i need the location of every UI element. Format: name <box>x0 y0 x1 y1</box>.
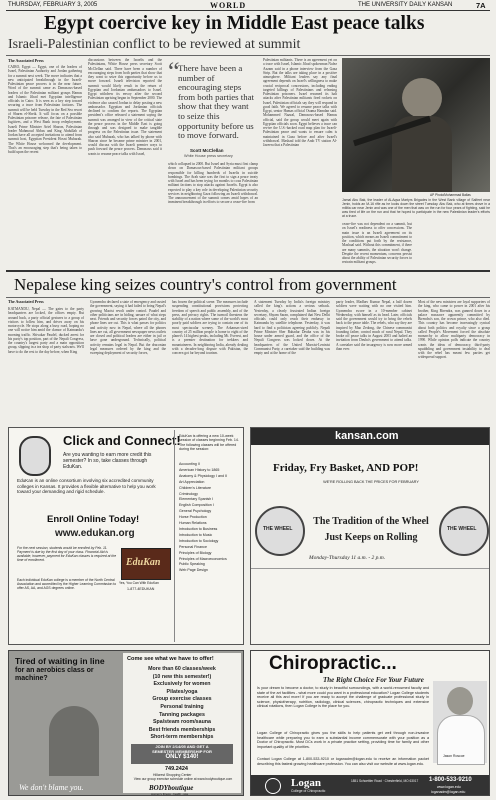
edukan-fine-print: For the next session, students would be enrolled by Feb. 11. Payment is due by the first day of your class. Financial Aid is available, however, payment for EduKan classes is required at the time of enrollment. <box>17 546 117 563</box>
masthead-section: WORLD <box>210 1 247 10</box>
story1-col5: cease-fire was not dependent on a summit, but on Israel's readiness to offer concessions. The main issue is an Israeli agreement on its position, which means an Israeli commitment to the conditions put forth by the resistance, Mashaal said. Without this commitment, if there are many summits, the situation won't change. Despite the recent momentum, concerns persist about the ability of Palestinian security forces to restrain militant groups. <box>342 222 412 265</box>
bodyboutique-price-box <box>131 744 233 764</box>
edukan-course-item: Web Page Design <box>179 568 208 573</box>
bodyboutique-heading1: Tired of waiting in line <box>15 656 105 666</box>
edukan-course-item: Criminology <box>179 491 198 496</box>
chiro-heading: Chiropractic... <box>269 653 397 674</box>
story1-col5b <box>418 222 490 267</box>
chiro-address: 1851 Schoettler Road · Chesterfield, MO 63017 <box>351 779 419 783</box>
bodyboutique-offer-title: Come see what we have to offer! <box>127 656 214 662</box>
edukan-course-item: Accounting II <box>179 462 200 466</box>
bodyboutique-phone: 749.2424 <box>165 766 188 772</box>
story1-subhead: Israeli-Palestinian conflict to be reviewed at summit <box>8 37 301 52</box>
section-rule <box>6 270 490 272</box>
edukan-course-item: Principles of Biology <box>179 550 212 555</box>
wheel-bottom-rule <box>251 568 489 569</box>
story2-col6: Most of the new ministers are loyal supporters of the king, who came to power in 2001 after his brother, King Birendra, was gunned down in a palace massacre apparently committed by Birendra's son, the crown prince, who also died. This country has become increasingly cynical about both politics and royalty since a group called People's Movement forced the absolute monarchy to allow multiparty democracy in 1990. While opinion polls indicate the country wants the ideas of democracy, third-party squabbling and government instability to deal with the rebel has meant few parties get widespread support. <box>418 300 490 360</box>
masthead-date: THURSDAY, FEBRUARY 3, 2005 <box>8 2 98 8</box>
wheel-logo-right-label: THE WHEEL <box>447 526 477 532</box>
bodyboutique-item: Tanning packages <box>159 711 205 718</box>
edukan-course-item: Art Appreciation <box>179 479 205 484</box>
story2-col3: has frozen the political scene. The measures include suspending constitutional provisions protecting freedom of speech and public assembly, and of the press, and privacy rights. The turmoil threatens the stability of a nation where some of the world's most poorly paid soldiers are trying to contain one of its most spectacular scenery. The Arkansas-sized country of 25 million people is home to eight of the planet's 14 highest peaks, including Mt. Everest, and is a premier destination for trekkers and mountaineers. In neighboring India, already dealing with a decades-long dispute with Pakistan, the concern got far beyond tourism. <box>172 300 248 355</box>
edukan-course-item: Principles of Macroeconomics <box>179 556 227 561</box>
edukan-copy2: EduKan is an online consortium involving six accredited community colleges in Kansas. It provides a flexible alternative to help you work toward your demanding and rigid schedule. <box>17 478 156 495</box>
chiro-logo-icon <box>265 778 281 794</box>
masthead-rule <box>6 10 490 11</box>
edukan-phone: 1-877-4EDUKAN <box>127 587 155 591</box>
bodyboutique-item: Group exercise classes <box>152 696 212 703</box>
chiro-photo-label: Jason Roscoe <box>443 754 465 758</box>
mouse-icon <box>19 436 51 476</box>
edukan-logo: EduKan <box>126 557 161 568</box>
masthead-page: 7A <box>476 1 486 10</box>
edukan-course-item: Elementary Spanish I <box>179 497 214 502</box>
edukan-heading: Click and Connect! <box>63 433 181 448</box>
bodyboutique-address: Hillcrest Shopping Center <box>153 773 192 777</box>
edukan-course-item: American History to 1865 <box>179 467 220 472</box>
bodyboutique-item: More than 60 classes/week <box>148 666 216 672</box>
story1-col3: which collapsed in 2000. But Israel and Syria must first clamp down on Damascus-based Palestinian militant groups responsible for killing hundreds of Israelis in suicide bombings. The Arab state was the first to sign a peace treaty with Israel and has been trying for months to coax Palestinian militant factions to stop attacks against Israelis. Egypt is also expected to play a key role in developing Palestinian security services in neighboring Gaza following an Israeli withdrawal. The announcement of the summit comes amid hopes of an imminent breakthrough in efforts to secure a cease-fire from <box>168 162 258 205</box>
story1-headline: Egypt coercive key in Middle East peace talks <box>44 13 425 34</box>
edukan-course-item: Children's Literature <box>179 485 212 490</box>
bodyboutique-items <box>125 666 239 742</box>
bodyboutique-web-note: View our group exercise schedule online at www.bodyboutique.com <box>133 777 233 781</box>
chiro-body3: Contact Logan College at 1-800-533-9210 or loganadm@logan.edu to receive an information packet describing this fastest growing healthcare profession. You can also visit our website at www.logan.edu. <box>257 757 429 766</box>
bodyboutique-item: Short-term memberships <box>150 734 214 741</box>
story2-headline: Nepalese king seizes country's control from government <box>14 275 397 294</box>
bodyboutique-item: Personal training <box>160 703 204 710</box>
edukan-course-panel <box>174 430 243 642</box>
edukan-course-intro: EduKan is offering a new 10-week session of classes beginning Feb. 14. The following classes will be offered during the session: <box>179 434 239 452</box>
chiro-web[interactable]: www.logan.edu <box>437 785 461 789</box>
wheel-hours: Monday-Thursday 11 a.m. - 2 p.m. <box>309 555 386 561</box>
pull-quote-open-mark: “ <box>168 57 180 86</box>
story2-col1: KATMANDU, Nepal — The gates to the party headquarters are locked, the offices empty. But around back, a party official gestures to a group of visitors to follow him, and drives away on his motorcycle. He stops along a busy road, hoping no one will notice him amid the clamor of Katmandu's morning traffic. Shivakar Paudel, ducked arrest for his party's top position, part of the Nepali Congress, the country's largest party and a main opposition group, slipping in a tea shop of party stalwarts. We'll have to do the rest to the day before, when King <box>8 307 84 354</box>
bodyboutique-silhouette <box>49 706 99 776</box>
edukan-enroll: Enroll Online Today! <box>47 514 140 525</box>
bodyboutique-item: Spa/steam room/sauna <box>153 719 211 726</box>
chiropractic-ad <box>250 650 490 796</box>
bodyboutique-heading2: for an aerobics class or machine? <box>15 667 94 682</box>
edukan-ad <box>8 427 244 645</box>
wheel-title1: The Tradition of the Wheel <box>313 516 429 527</box>
wheel-title2: Just Keeps on Rolling <box>324 532 418 543</box>
bodyboutique-ad <box>8 650 244 796</box>
chiro-email[interactable]: loganadm@logan.edu <box>431 790 466 794</box>
wheel-promo-note: WE'RE ROLLING BACK THE PRICES FOR FEBRUARY <box>323 480 419 484</box>
photo-caption: Jamal Abu Bak, the leader of Al-Aqsa Martyrs Brigades in the West Bank village of Salfeet near Jenin, holds an M-16 rifle as he looks down the street Tuesday. Abu Bak, who at times drove in a militia car near Jenin and was one of the men that was on the run for four years of fighting, said he was tired of life on the run and that he hoped to participate in the new Palestinian leader's efforts at a truce. <box>342 198 490 218</box>
bodyboutique-logo-sub: women's fitness · health · spa <box>151 792 188 796</box>
story1-col2: discussions between the Israelis and the Palestinians, White House press secretary Scott McClellan said. There have been a number of encouraging steps from both parties that show that they want to seize this opportunity before us to move forward. Israeli television reported the summit would likely result in the return of Egyptian and Jordanian ambassadors to Israel. Egypt withdrew its envoy after the second Palestinian uprising began in September 2000. The violence also caused Jordan to delay posting a new ambassador. Egyptian and Jordanian officials declined to confirm the reports. The Egyptian president's office released a statement saying the summit was arranged in view of the critical state the peace process in the Middle East is going through and was designed to make tangible progress on the Palestinian issue. The statement also said Mubarak, who has talked by phone with Sharon since he became prime minister in 2001, would discuss with the Israeli premier ways to push forward the peace process. Damascus said it wants to resume peace talks with Israel, <box>88 58 162 156</box>
kansan-header-bar <box>251 428 489 445</box>
wheel-ad <box>250 427 490 645</box>
edukan-course-list <box>179 462 241 574</box>
wheel-promo: Friday, Fry Basket, AND POP! <box>273 462 419 474</box>
photo-credit: AP Photo/Mohammad Ballas <box>430 193 471 197</box>
pull-quote: There have been a number of encouraging steps from both parties that show that they want to seize this opportunity before us to move forward. <box>178 63 254 141</box>
pull-quote-name: Scott McClellan <box>190 148 224 153</box>
bodyboutique-item: (10 new this semester!) <box>152 673 212 680</box>
edukan-course-item: Introduction to Business <box>179 526 218 531</box>
edukan-copy1: Are you wanting to earn more credit this semester? In so, take classes through EduKan. <box>63 452 152 470</box>
bodyboutique-tagline: We don't blame you. <box>19 783 84 792</box>
edukan-course-item: General Psychology <box>179 509 212 514</box>
wheel-logo-right <box>439 506 489 556</box>
bodyboutique-item: Best friends memberships <box>148 726 216 733</box>
edukan-course-item: Introduction to Sociology <box>179 538 219 543</box>
chiro-phone: 1-800-533-9210 <box>429 777 472 783</box>
bodyboutique-price-line1: JOIN BY 2/14/05 AND GET A <box>155 744 209 749</box>
wheel-logo-left <box>255 506 305 556</box>
story2-col5: party leader, Madhav Kumar Nepal, a half dozen soldiers were waiting with no one visited him. Gyanendra swore in a 10-member cabinet Wednesday, with himself as its head. Later, officials said the government would try to bring the rebels back to the peace table. The rebels, who say they are inspired by Mao Zedong, the Chinese communist founding father, control much of rural Nepal. They broke off peace talks in August 2003 and halted an invitation from Deuba's government to attend talks. A caretaker said the insurgency is now more armed than ever. <box>336 300 412 351</box>
story1-rule <box>6 55 490 56</box>
chiro-logo: Logan <box>291 777 321 789</box>
story1-col4: Palestinian militants. There is an agreement yet on a truce with Israel, Islamic Jihad spokesman Nafez Azzam said in a phone interview from the Gaza Strip. But the talks are taking place in a positive atmosphere. Militant leaders say any final agreement depends on Israel's willingness to make crucial reciprocal concessions, including ending targeted killings of Palestinians and releasing Palestinian prisoners. Israel resumed its halt attacks after Palestinian militants fired rockets on Israel, Palestinian officials say they will respond in good faith. We agreed to resume peace talks with Egypt, senior Hamas official Osama Hamdan said. Mohammed Nazzal, Damascus-based Hamas official, said the group would meet again with Egyptian officials soon. Egypt believes a truce can revive the U.S.-backed road map plan for Israeli-Palestinian peace and wants to ensure calm is maintained in Gaza before and after Israel's withdrawal. Mashaal told the Arab TV station Al-Jazeera that a Palestinian <box>263 58 337 147</box>
bodyboutique-item: Pilates/yoga <box>166 688 198 695</box>
edukan-url[interactable]: www.edukan.org <box>55 528 135 539</box>
kansan-header: kansan.com <box>335 430 399 442</box>
chiro-photo <box>433 681 487 763</box>
story2-byline: The Associated Press <box>8 299 44 304</box>
story2-col4: A statement Tuesday by India's foreign ministry called the king's actions a serious setback. Yesterday, a clearly frustrated Indian foreign secretary, Shyam Saran, complained that New Delhi officials could only reach their embassy in Katmandu by satellite telephone. Yesterday, it was hard to find a politician agreeing publicly. Nepali Prime Minister Sher Bahadur Deuba was in his house under armed guard, and the office of the Nepali Congress was locked down. At the headquarters of the United Marxist-Leninist Communist Party, a caretaker said the building was empty and at the home of the <box>254 300 330 355</box>
chiro-logo-sub: College of Chiropractic <box>291 789 326 793</box>
edukan-course-item: Anatomy & Physiology I and II <box>179 473 227 478</box>
chiro-body2: Logan College of Chiropractic gives you the skills to help patients get well through non-invasive healthcare while preparing you to earn a substantial income commensurate with your position as a Doctor of Chiropractic. Most DCs work in a private practice setting, providing time for family and other important quality of life priorities. <box>257 731 429 749</box>
story1-col1: CAIRO, Egypt — Egypt, one of the leaders of Israel, Palestinian Authority and Jordan gathering for a summit next week. The move indicates that a new anticipated breakthrough in the Israeli-Palestinian peace process is in the near future. Word of the summit came as Damascus-based leaders of the Palestinian militant groups Hamas and Islamic Jihad met Egyptian intelligence officials in Cairo. It is seen as a key step toward securing a truce from Palestinian factions. The summit will be held Tuesday in the Red Sea resort of Sharm el-Sheik. It will focus on a possible Palestinian prisoner release, the fate of Palestinian fugitives, and a West Bank troop redeployment. Israeli Prime Minister Ariel Sharon, Palestinian leader Mahmoud Abbas and King Abdullah of Jordan have all accepted invitations to attend from summit host, Egyptian President Hosni Mubarak. The White House welcomed the development. That's an encouraging step that's being taken to build upon the recent <box>8 65 82 154</box>
bodyboutique-item: Exclusively for women <box>153 681 211 688</box>
edukan-course-item: Public Speaking <box>179 562 205 567</box>
edukan-fine-print2: Each individual EduKan college is a member of the North Central Association and accredited by the Higher Learning Commission to offer AS, AA, and AGS degrees online. <box>17 578 117 591</box>
edukan-course-item: Horse Production <box>179 515 207 520</box>
wheel-logo-left-label: THE WHEEL <box>263 526 293 532</box>
story2-col2: Gyanendra declared a state of emergency and ousted the government, saying it had failed to bring Nepal's growing Maoist revolt under control. Paudel and other politicians are in hiding, unsure of what steps next. Friends and security forces patrol the city, and phone lines are cut. This is what passes for politics and activity now in Nepal, where all the phones lines are cut, all government newspaper news outlets are closed and political leaders are either in jail or have gone underground. Technically, political activity remains legal in Nepal. But the draconian legal measures ordered by the king and the sweeping deployment of security forces, <box>90 300 166 355</box>
chiro-subheading: The Right Choice For Your Future <box>323 676 424 684</box>
edukan-course-item: English Composition I <box>179 503 214 508</box>
edukan-course-item: Personal Finance <box>179 544 207 549</box>
edukan-logo-box <box>121 548 171 580</box>
photo-figure <box>402 78 442 118</box>
chiro-body1: Is your dream to become a doctor, to study in beautiful surroundings, with a world-renowned faculty and state of the art facilities - what more could you want in a professional education? Logan College students receive all this and more! If you are ready to accept the challenge of graduate professional study in science, physiotherapy, nutrition, radiology, clinical sciences, chiropractic techniques and extensive clinical rotations, then Logan College is the place for you. <box>257 686 429 709</box>
bodyboutique-price-line3: ONLY $140! <box>165 754 199 760</box>
edukan-course-item: Introduction to Music <box>179 532 213 537</box>
bodyboutique-price-line2: SEMESTER MEMBERSHIP FOR <box>152 749 212 754</box>
masthead-paper: THE UNIVERSITY DAILY KANSAN <box>358 2 453 8</box>
edukan-logo-tagline: Yes, You Can With EduKan <box>119 581 159 585</box>
edukan-course-item: Human Relations <box>179 521 207 526</box>
bodyboutique-offer-panel <box>123 653 241 796</box>
story2-rule <box>6 297 490 298</box>
story1-photo <box>342 58 490 192</box>
story1-byline: The Associated Press <box>8 58 44 63</box>
chiro-logo-bar <box>251 775 489 795</box>
chiro-photo-head <box>447 687 473 715</box>
pull-quote-title: White House press secretary <box>184 154 233 158</box>
bodyboutique-logo: BODYboutique <box>149 784 194 792</box>
